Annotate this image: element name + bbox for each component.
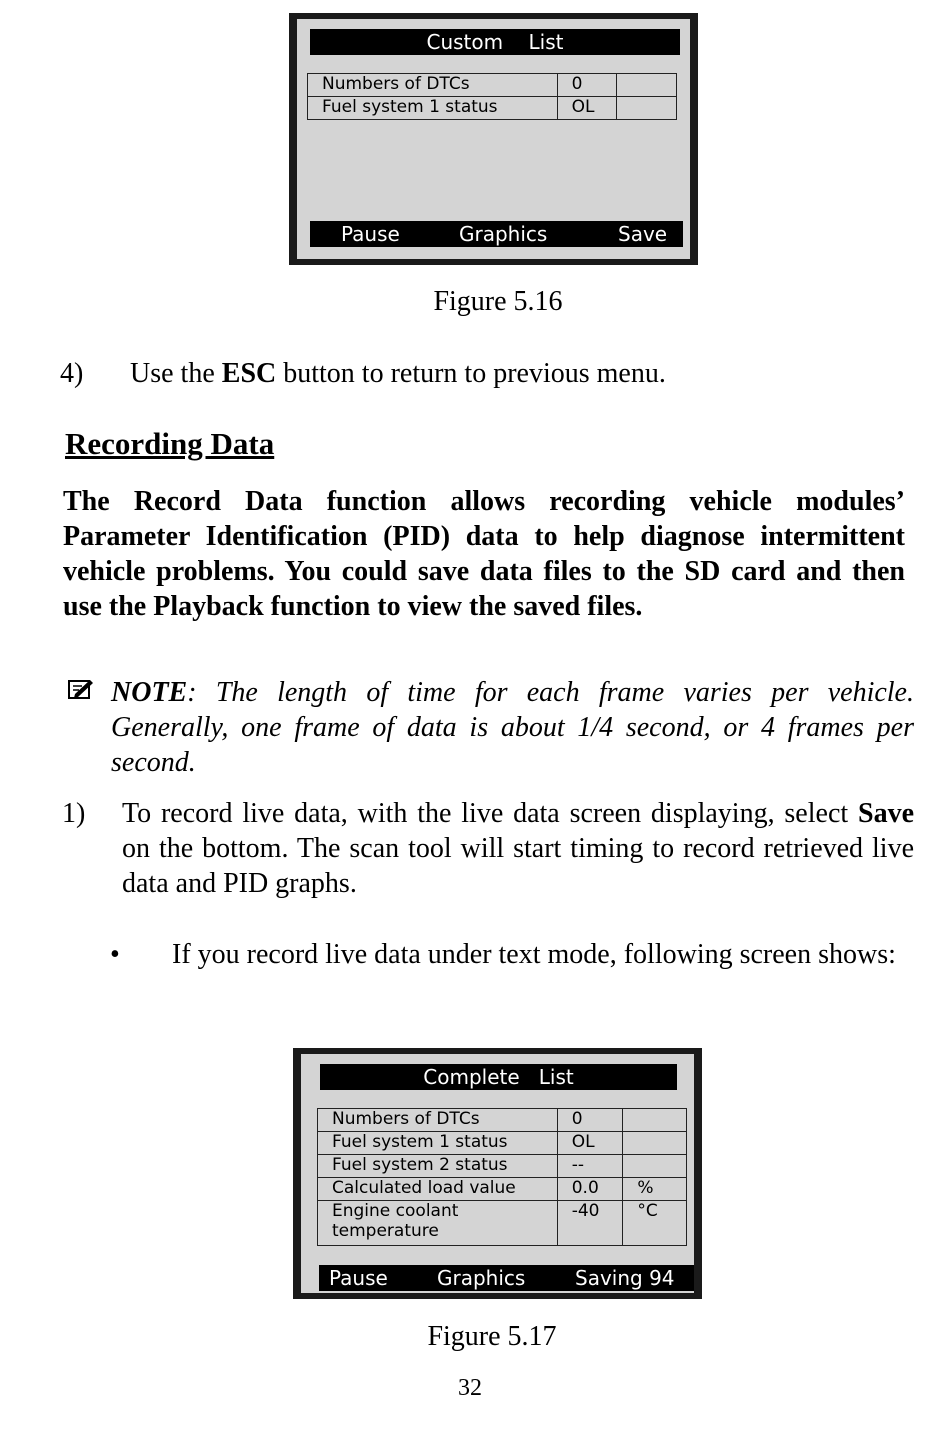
pid-unit [623,1132,687,1155]
pid-value: 0 [557,1109,623,1132]
pid-unit: °C [623,1201,687,1246]
step-text: To record live data, with the live data screen displaying, select Save on the bottom. The scan tool will start timing to record retrieved live data and PID graphs. [122,798,914,899]
table-row [318,1155,687,1178]
scan-tool-screen-custom-list [289,13,698,265]
pid-name: Fuel system 1 status [308,97,558,120]
pid-value: -40 [557,1201,623,1246]
pause-button[interactable]: Pause [329,1266,388,1290]
pid-unit [617,97,677,120]
pause-button[interactable]: Pause [341,222,400,246]
table-row [318,1132,687,1155]
pid-value: 0 [557,74,617,97]
figure-caption: Figure 5.17 [427,1321,557,1352]
lcd-display [301,1054,694,1293]
pid-unit [623,1155,687,1178]
section-intro: The Record Data function allows recording vehicle modules’ Parameter Identification (PID) data to help diagnose intermittent vehicle problems. You could save data files to the SD card and then use the Playback function to view the saved files. [63,486,905,622]
note-pencil-icon [68,678,94,700]
pid-value: -- [557,1155,623,1178]
scan-tool-screen-complete-list [293,1048,702,1299]
pid-unit [617,74,677,97]
saving-status: Saving 94 [575,1266,675,1290]
step-number: 1) [62,798,86,829]
table-row [318,1178,687,1201]
save-label: Save [858,798,914,829]
pid-value: OL [557,97,617,120]
page-number: 32 [458,1375,482,1401]
pid-unit [623,1109,687,1132]
bullet-icon: • [110,939,120,970]
pid-name: Engine coolant temperature [318,1201,558,1246]
pid-value: 0.0 [557,1178,623,1201]
graphics-button[interactable]: Graphics [437,1266,526,1290]
step-text: Use the ESC button to return to previous menu. [130,358,666,389]
table-row [318,1201,687,1246]
pid-name: Numbers of DTCs [318,1109,558,1132]
pid-unit: % [623,1178,687,1201]
screen-title: Complete List [320,1064,677,1090]
note-label: NOTE [111,677,188,708]
screen-title: Custom List [310,29,680,55]
save-button[interactable]: Save [618,222,668,246]
table-row [318,1109,687,1132]
table-row [308,97,677,120]
pid-name: Fuel system 2 status [318,1155,558,1178]
note-text: NOTE: The length of time for each frame varies per vehicle. Generally, one frame of data is about 1/4 second, or 4 frames per second. [111,677,914,778]
function-bar [310,221,683,247]
pid-name: Calculated load value [318,1178,558,1201]
esc-key-label: ESC [221,358,277,389]
pid-table [307,73,677,120]
pid-name: Numbers of DTCs [308,74,558,97]
figure-caption: Figure 5.16 [433,286,563,317]
bullet-text: If you record live data under text mode, following screen shows: [172,939,896,970]
table-row [308,74,677,97]
pid-name: Fuel system 1 status [318,1132,558,1155]
pid-value: OL [557,1132,623,1155]
section-heading: Recording Data [65,426,275,461]
pid-table [317,1108,687,1246]
lcd-display [297,19,690,259]
step-number: 4) [60,358,84,389]
function-bar [319,1265,694,1291]
graphics-button[interactable]: Graphics [459,222,548,246]
